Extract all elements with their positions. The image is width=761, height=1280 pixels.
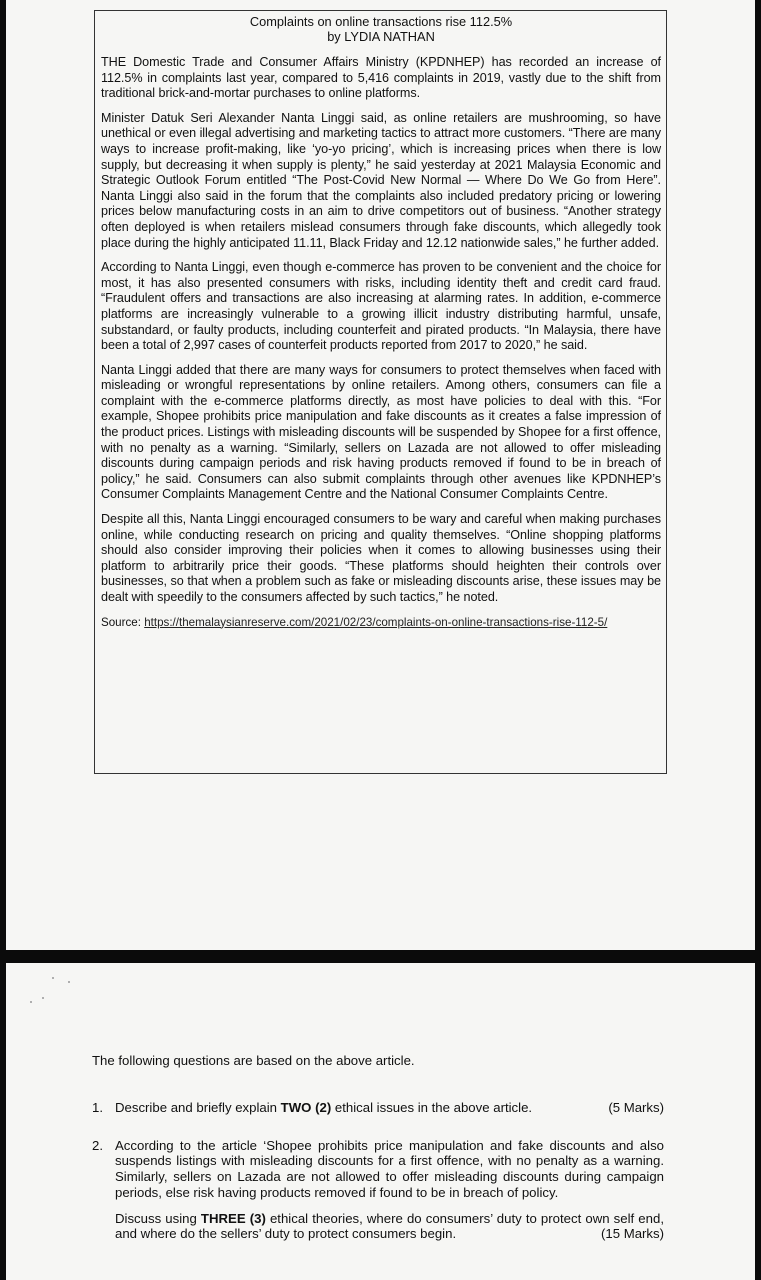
article-source (101, 615, 661, 630)
question-2-discuss (115, 1211, 664, 1242)
source-link[interactable]: https://themalaysianreserve.com/2021/02/23/complaints-on-online-transactions-rise-112-5/ (144, 615, 608, 629)
scan-speck (52, 977, 54, 979)
question-text: Discuss using (115, 1210, 201, 1226)
document-page-1 (6, 0, 755, 950)
question-number: 1. (92, 1100, 103, 1115)
article-paragraph: Despite all this, Nanta Linggi encouraged consumers to be wary and careful when making purchases online, while conducting research on pricing and quality themselves. “Online shopping platforms should also consider improving their policies when it comes to allowing businesses using their platform to arbitrarily price their goods. “These platforms should heighten their controls over businesses, so that when a problem such as fake or misleading discounts arise, these issues may be dealt with speedily to the consumers affected by such tactics,” he noted. (101, 512, 661, 604)
question-2 (92, 1138, 664, 1242)
questions-intro: The following questions are based on the above article. (92, 1053, 415, 1068)
article-paragraph: THE Domestic Trade and Consumer Affairs Ministry (KPDNHEP) has recorded an increase of 112.5% in complaints last year, compared to 5,416 complaints in 2019, vastly due to the shift from traditional brick-and-mortar purchases to online platforms. (101, 55, 661, 101)
question-list (92, 1100, 664, 1264)
question-1-marks: (5 Marks) (608, 1100, 664, 1115)
article-paragraph: According to Nanta Linggi, even though e-commerce has proven to be convenient and the choice for most, it has also presented consumers with risks, including identity theft and credit card fraud. “Fraudulent offers and transactions are also increasing at alarming rates. In addition, e-commerce platforms are increasingly vulnerable to a growing illicit industry distributing harmful, unsafe, substandard, or faulty products, including counterfeit and pirated products. “In Malaysia, there have been a total of 2,997 cases of counterfeit products reported from 2017 to 2020,” he said. (101, 260, 661, 353)
article-title: Complaints on online transactions rise 112.5% (249, 14, 513, 29)
document-page-2 (6, 963, 755, 1280)
question-number: 2. (92, 1137, 103, 1153)
article-box (94, 10, 667, 774)
question-text: ethical theories, where do consumers’ duty to protect own self end, and where do the sellers’ duty to protect consumers begin. (115, 1210, 664, 1242)
source-label: Source: (101, 615, 141, 629)
article-paragraph: Minister Datuk Seri Alexander Nanta Linggi said, as online retailers are mushrooming, so have unethical or even illegal advertising and marketing tactics to attract more customers. “There are many ways to increase profit-making, like ‘yo-yo pricing’, which is increasing prices when there is low supply, but decreasing it when supply is plenty,” he said yesterday at 2021 Malaysia Economic and Strategic Outlook Forum entitled “The Post-Covid New Normal — Where Do We Go from Here”. Nanta Linggi also said in the forum that the complaints also included predatory pricing or lowering prices below manufacturing costs in an aim to drive competitors out of business. “Another strategy often deployed is when retailers mislead consumers through fake discounts, which allegedly took place during the highly anticipated 11.11, Black Friday and 12.12 nationwide sales,” he further added. (101, 110, 661, 250)
article-byline: by LYDIA NATHAN (327, 29, 435, 44)
scan-speck (30, 1001, 32, 1003)
question-1-text (115, 1100, 532, 1116)
question-emphasis: THREE (3) (200, 1210, 266, 1226)
question-1-row (115, 1100, 664, 1116)
scan-speck (68, 981, 70, 983)
question-emphasis: TWO (2) (280, 1100, 332, 1115)
question-text: ethical issues in the above article. (331, 1100, 533, 1115)
question-2-text: According to the article ‘Shopee prohibits price manipulation and fake discounts and also suspends listings with misleading discounts for a first offence, with no penalty as a warning. Similarly, sellers on Lazada are not allowed to offer misleading discounts during campaign periods, else risk having products removed if found to be in breach of policy. (115, 1137, 664, 1200)
article-paragraph: Nanta Linggi added that there are many ways for consumers to protect themselves when faced with misleading or wrongful representations by online retailers. Among others, consumers can file a complaint with the e-commerce platforms directly, as most have policies to deal with this. “For example, Shopee prohibits price manipulation and fake discounts as it creates a false impression of the product prices. Listings with misleading discounts will be suspended by Shopee for a first offence, with no penalty as a warning. “Similarly, sellers on Lazada are not allowed to offer misleading discounts during campaign periods and risk having products removed if found to be in breach of policy,” he said. Consumers can also submit complaints through other avenues like KPDNHEP’s Consumer Complaints Management Centre and the National Consumer Complaints Centre. (101, 362, 661, 502)
question-text: Describe and briefly explain (115, 1100, 281, 1115)
question-1 (92, 1100, 664, 1116)
scan-speck (42, 997, 44, 999)
question-2-marks: (15 Marks) (600, 1226, 664, 1242)
